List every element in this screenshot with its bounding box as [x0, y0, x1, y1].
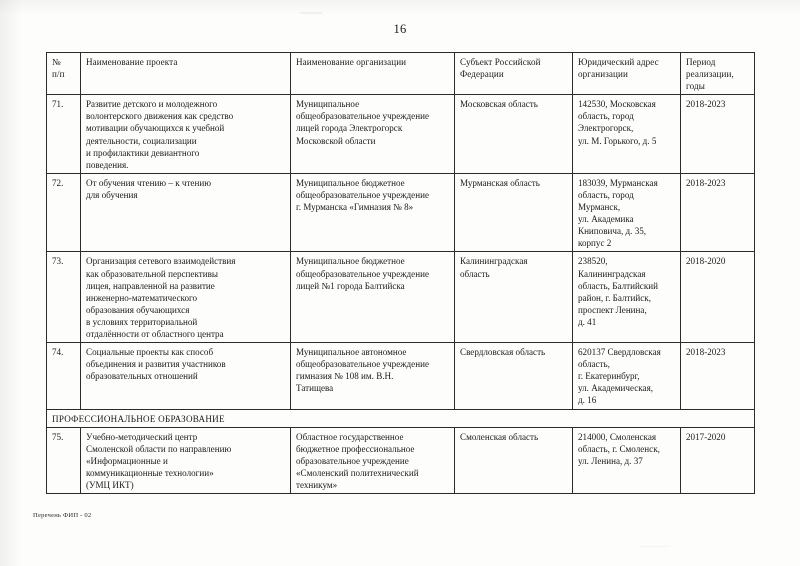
- row-legal-address-line: г. Екатеринбург,: [578, 371, 640, 382]
- table-row: [47, 343, 755, 409]
- row-legal-address: [573, 173, 681, 252]
- row-organization-name-line: лицей города Электрогорск: [296, 123, 403, 134]
- row-period: 2018-2023: [681, 95, 755, 174]
- table-row: [47, 252, 755, 343]
- row-project-name: [81, 343, 291, 409]
- column-header-address: [573, 53, 681, 95]
- row-subject-region: [455, 343, 573, 409]
- row-subject-region: [455, 252, 573, 343]
- row-legal-address-line: д. 16: [578, 395, 597, 406]
- row-legal-address-line: область, город: [578, 111, 634, 122]
- row-project-name-line: образования обучающихся: [86, 304, 190, 315]
- row-organization-name-line: общеобразовательное учреждение: [296, 111, 429, 122]
- row-period: 2018-2020: [681, 252, 755, 343]
- registry-table-container: [46, 52, 754, 494]
- row-organization-name-line: общеобразовательное учреждение: [296, 268, 429, 279]
- row-organization-name-line: техникум»: [296, 480, 338, 490]
- row-legal-address-line: область, город: [578, 189, 634, 200]
- row-legal-address-line: ул. Ленина, д. 37: [578, 455, 643, 466]
- row-subject-region-line: Калининградская: [460, 256, 528, 267]
- row-legal-address-line: 142530, Московская: [578, 99, 656, 110]
- row-project-name-line: образовательных отношений: [86, 371, 198, 382]
- row-legal-address-line: Книповича, д. 35,: [578, 226, 647, 237]
- row-project-name-line: Организация сетевого взаимодействия: [86, 256, 236, 267]
- row-project-name-line: Учебно-методический центр: [86, 431, 198, 442]
- row-legal-address: [573, 95, 681, 174]
- row-legal-address: [573, 343, 681, 409]
- row-project-name: [81, 173, 291, 252]
- column-header-organization: Наименование организации: [291, 53, 455, 95]
- row-project-name-line: объединения и развития участников: [86, 359, 226, 370]
- row-organization-name-line: образовательное учреждение: [296, 455, 409, 466]
- row-legal-address-line: 238520,: [578, 256, 608, 267]
- row-period: 2018-2023: [681, 173, 755, 252]
- row-legal-address-line: область, Балтийский: [578, 280, 658, 291]
- row-project-name: [81, 252, 291, 343]
- registry-table: [46, 52, 755, 494]
- row-organization-name-line: бюджетное профессиональное: [296, 443, 415, 454]
- row-organization-name-line: Областное государственное: [296, 431, 404, 442]
- column-header-number-line-1: №: [52, 57, 61, 67]
- row-number: 72.: [47, 173, 81, 252]
- row-organization-name: [291, 427, 455, 493]
- row-organization-name: [291, 252, 455, 343]
- row-number: 74.: [47, 343, 81, 409]
- page-number: 16: [393, 22, 407, 36]
- row-subject-region: [455, 95, 573, 174]
- row-number: 71.: [47, 95, 81, 174]
- table-header: [47, 53, 755, 95]
- row-project-name: [81, 427, 291, 493]
- row-project-name-line: мотивации обучающихся к учебной: [86, 123, 225, 134]
- row-organization-name-line: г. Мурманска «Гимназия № 8»: [296, 202, 414, 213]
- row-project-name-line: поведения.: [86, 159, 129, 170]
- row-organization-name-line: общеобразовательное учреждение: [296, 189, 429, 200]
- row-organization-name-line: Московской области: [296, 135, 376, 146]
- row-project-name-line: и профилактики девиантного: [86, 147, 200, 158]
- row-legal-address-line: проспект Ленина,: [578, 304, 647, 315]
- row-project-name-line: «Информационные и: [86, 455, 168, 466]
- row-legal-address-line: область, г. Смоленск,: [578, 443, 660, 454]
- header-row: [47, 53, 755, 95]
- scan-artifact: [300, 12, 322, 14]
- row-subject-region: [455, 427, 573, 493]
- row-project-name-line: коммуникационные технологии»: [86, 467, 214, 478]
- column-header-number-line-2: п/п: [52, 69, 65, 80]
- row-project-name-line: Смоленской области по направлению: [86, 443, 232, 454]
- table-row: [47, 95, 755, 174]
- column-header-subject-line-1: Субъект Российской: [460, 57, 541, 67]
- document-footer-note: Перечень ФИП - 02: [33, 512, 92, 519]
- row-legal-address-line: ул. М. Горького, д. 5: [578, 135, 657, 146]
- row-organization-name-line: Муниципальное бюджетное: [296, 256, 405, 267]
- column-header-number: [47, 53, 81, 95]
- row-project-name-line: лицея, направленной на развитие: [86, 280, 215, 291]
- row-project-name-line: От обучения чтению – к чтению: [86, 177, 211, 188]
- row-organization-name-line: Татищева: [296, 383, 334, 394]
- column-header-subject: [455, 53, 573, 95]
- row-project-name-line: Развитие детского и молодежного: [86, 99, 218, 110]
- row-project-name-line: волонтерского движения как средство: [86, 111, 234, 122]
- column-header-address-line-2: организации: [578, 69, 628, 80]
- row-organization-name-line: Муниципальное автономное: [296, 347, 407, 358]
- row-number: 73.: [47, 252, 81, 343]
- column-header-subject-line-2: Федерации: [460, 69, 504, 80]
- row-legal-address-line: Мурманск,: [578, 202, 621, 213]
- row-period: 2018-2023: [681, 343, 755, 409]
- row-project-name-line: для обучения: [86, 189, 138, 200]
- row-project-name-line: деятельности, социализации: [86, 135, 197, 146]
- column-header-project: Наименование проекта: [81, 53, 291, 95]
- row-project-name-line: Социальные проекты как способ: [86, 347, 214, 358]
- column-header-period-line-1: Период: [686, 57, 716, 67]
- column-header-address-line-1: Юридический адрес: [578, 57, 659, 67]
- row-legal-address-line: 620137 Свердловская: [578, 347, 661, 358]
- column-header-period: [681, 53, 755, 95]
- column-header-period-line-2: реализации,: [686, 69, 734, 80]
- row-organization-name: [291, 343, 455, 409]
- row-legal-address-line: ул. Академическая,: [578, 383, 654, 394]
- row-organization-name-line: гимназия № 108 им. В.Н.: [296, 371, 394, 382]
- row-project-name-line: отдалённости от областного центра: [86, 328, 224, 339]
- row-organization-name-line: Муниципальное: [296, 99, 360, 110]
- row-organization-name: [291, 95, 455, 174]
- row-legal-address-line: 214000, Смоленская: [578, 431, 657, 442]
- row-subject-region-line: Свердловская область: [460, 347, 546, 358]
- row-organization-name: [291, 173, 455, 252]
- row-legal-address: [573, 427, 681, 493]
- row-legal-address-line: район, г. Балтийск,: [578, 292, 651, 303]
- row-organization-name-line: общеобразовательное учреждение: [296, 359, 429, 370]
- row-legal-address-line: ул. Академика: [578, 214, 634, 225]
- row-legal-address-line: Электрогорск,: [578, 123, 634, 134]
- table-body: [47, 95, 755, 494]
- section-header-label: ПРОФЕССИОНАЛЬНОЕ ОБРАЗОВАНИЕ: [47, 409, 755, 427]
- row-legal-address-line: корпус 2: [578, 238, 612, 249]
- column-header-period-line-3: годы: [686, 81, 705, 92]
- row-project-name-line: инженерно-математического: [86, 292, 198, 303]
- row-subject-region-line: Московская область: [460, 99, 538, 110]
- row-legal-address-line: 183039, Мурманская: [578, 177, 658, 188]
- row-project-name-line: (УМЦ ИКТ): [86, 480, 134, 490]
- row-subject-region-line: Мурманская область: [460, 177, 540, 188]
- scan-artifact: [640, 546, 670, 547]
- row-subject-region-line: Смоленская область: [460, 431, 539, 442]
- row-legal-address-line: Калининградская: [578, 268, 646, 279]
- row-legal-address: [573, 252, 681, 343]
- row-subject-region-line: область: [460, 268, 490, 279]
- row-organization-name-line: «Смоленский политехнический: [296, 467, 419, 478]
- table-row: [47, 427, 755, 493]
- row-organization-name-line: Муниципальное бюджетное: [296, 177, 405, 188]
- row-number: 75.: [47, 427, 81, 493]
- row-legal-address-line: область,: [578, 359, 610, 370]
- row-subject-region: [455, 173, 573, 252]
- row-organization-name-line: лицей №1 города Балтийска: [296, 280, 405, 291]
- row-project-name-line: как образовательной перспективы: [86, 268, 219, 279]
- row-period: 2017-2020: [681, 427, 755, 493]
- table-row: [47, 173, 755, 252]
- row-project-name-line: в условиях территориальной: [86, 316, 198, 327]
- row-project-name: [81, 95, 291, 174]
- row-legal-address-line: д. 41: [578, 316, 597, 327]
- section-header-row: [47, 409, 755, 427]
